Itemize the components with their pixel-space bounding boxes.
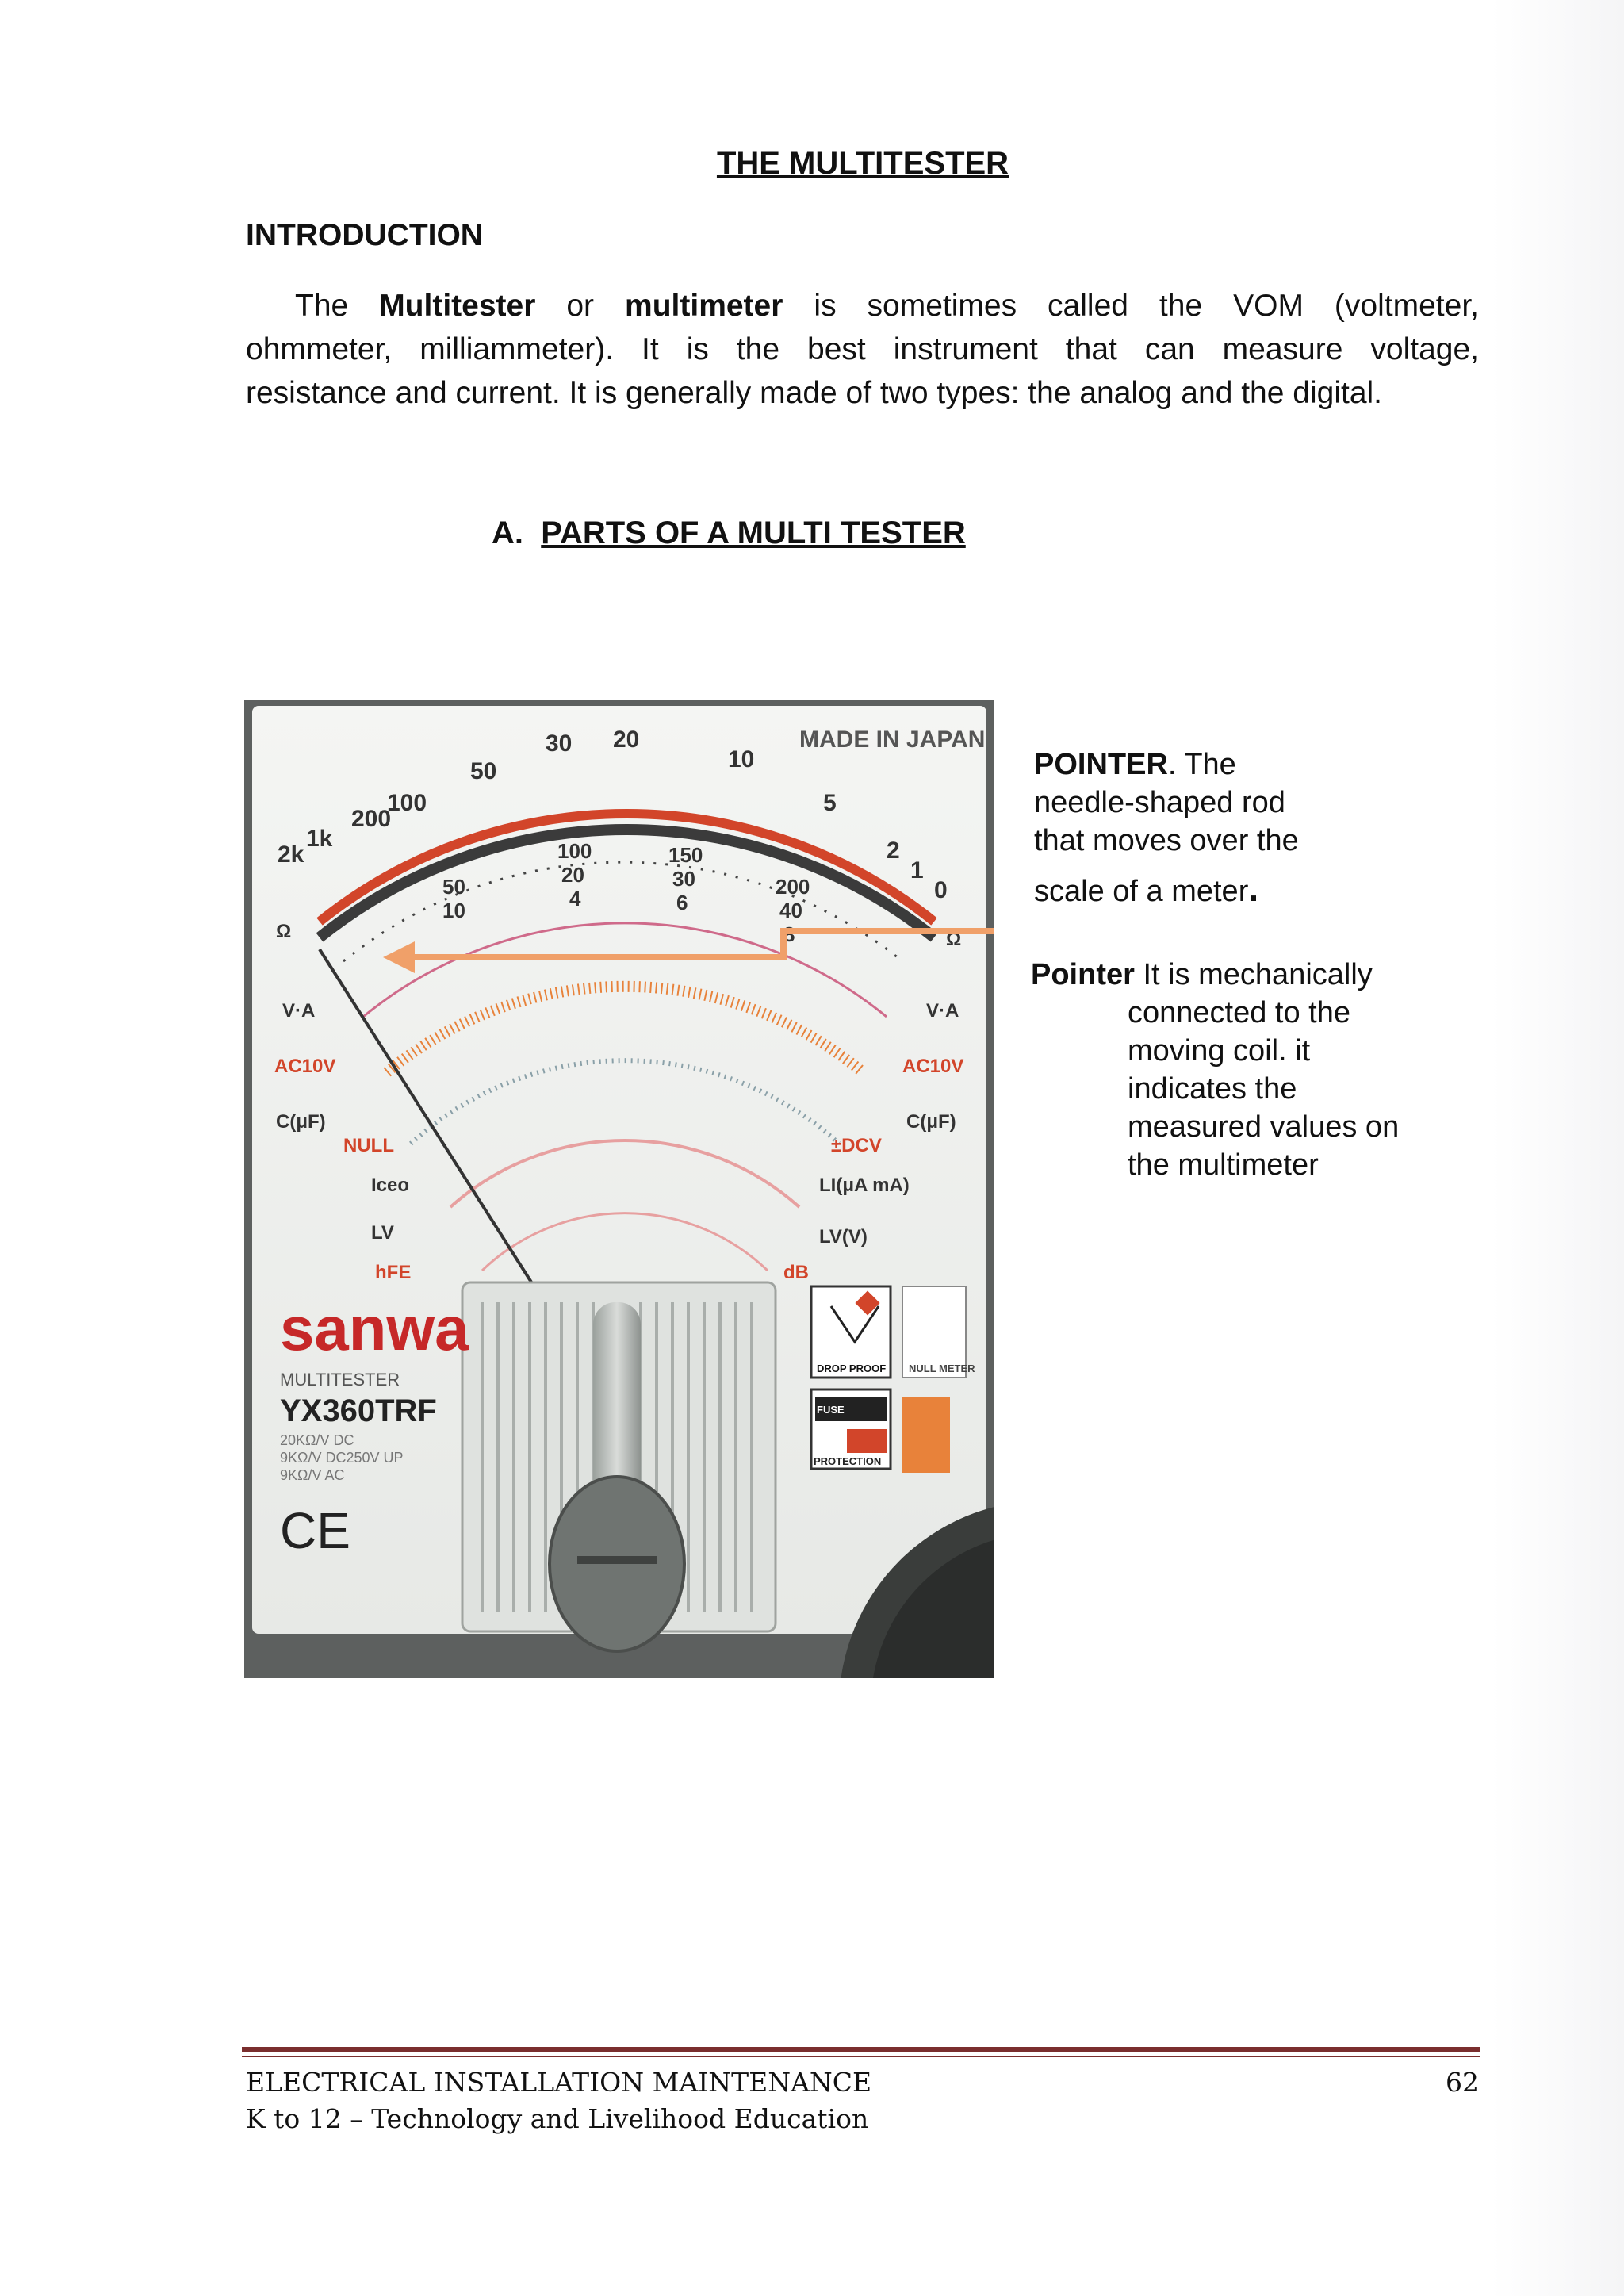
scale-num: 150: [668, 843, 703, 867]
scale-num: 40: [779, 899, 802, 922]
desc-line-6: the multimeter: [1128, 1148, 1319, 1182]
scale-num: 8: [783, 922, 795, 946]
desc-line-1: [1031, 958, 1373, 991]
scale-num: 20: [613, 726, 640, 753]
side-label: Ω: [276, 921, 292, 942]
section-heading: [492, 516, 966, 551]
spec-label: 9KΩ/V DC250V UP: [280, 1450, 404, 1466]
side-label: C(μF): [276, 1111, 326, 1133]
ce-mark: CE: [280, 1502, 350, 1559]
scale-num: 10: [728, 746, 755, 772]
para-line-1: [246, 284, 1479, 328]
side-label: V·A: [282, 1000, 316, 1022]
brand-logo: sanwa: [280, 1294, 469, 1363]
footer-program: K to 12 – Technology and Livelihood Education: [246, 2103, 869, 2134]
scale-num: 1k: [306, 826, 333, 852]
scale-num: 2: [887, 838, 900, 864]
spec-label: 9KΩ/V AC: [280, 1467, 345, 1483]
side-label: AC10V: [902, 1056, 964, 1077]
scale-num: 2k: [278, 841, 304, 868]
desc-line-3: moving coil. it: [1128, 1034, 1311, 1068]
scale-num: 200: [351, 806, 392, 832]
scale-num: 6: [676, 891, 688, 914]
desc-text: It is mechanically: [1134, 958, 1373, 991]
intro-heading: INTRODUCTION: [246, 218, 483, 252]
scale-num: 4: [569, 887, 581, 910]
section-title: PARTS OF A MULTI TESTER: [541, 516, 966, 550]
para-text: is sometimes called the VOM (voltmeter,: [783, 289, 1479, 323]
multitester-photo: [244, 700, 994, 1678]
term-multimeter: multimeter: [625, 289, 783, 323]
term-pointer-2: Pointer: [1031, 958, 1135, 991]
made-in-label: MADE IN JAPAN: [799, 726, 986, 753]
page-title: THE MULTITESTER: [716, 146, 1009, 181]
side-label: dB: [783, 1262, 809, 1283]
side-label: Ω: [946, 929, 962, 950]
def-text: . The: [1167, 748, 1236, 781]
spec-label: 20KΩ/V DC: [280, 1432, 354, 1448]
def-line-2: needle-shaped rod: [1034, 786, 1285, 819]
badge-label: PROTECTION: [814, 1455, 882, 1467]
scale-num: 5: [823, 790, 837, 816]
footer-rule: [242, 2047, 1480, 2052]
scale-num: 20: [561, 863, 584, 887]
side-label: NULL: [343, 1135, 394, 1156]
desc-line-5: measured values on: [1128, 1110, 1400, 1144]
para-line-3: resistance and current. It is generally made of two types: the analog and the digital.: [246, 376, 1383, 410]
para-text: or: [535, 289, 626, 323]
badge-label: DROP PROOF: [817, 1363, 887, 1374]
para-line-2: ohmmeter, milliammeter). It is the best instrument that can measure voltage,: [246, 332, 1479, 366]
scale-num: 30: [546, 730, 573, 757]
scale-num: 50: [470, 758, 497, 784]
term-pointer: POINTER: [1034, 748, 1168, 781]
badge-label: FUSE: [817, 1404, 845, 1416]
footer-rule-thin: [242, 2056, 1480, 2057]
side-label: C(μF): [906, 1111, 956, 1133]
side-label: hFE: [375, 1262, 412, 1283]
para-text: The: [295, 289, 380, 323]
side-label: AC10V: [274, 1056, 336, 1077]
pointer-definition: [1034, 746, 1446, 910]
scale-num: 10: [442, 899, 465, 922]
term-multitester: Multitester: [379, 289, 536, 323]
scale-num: 200: [776, 875, 810, 899]
page-number: 62: [1446, 2067, 1479, 2098]
side-label: Iceo: [371, 1175, 410, 1196]
side-label: ±DCV: [831, 1135, 882, 1156]
badge-label: NULL METER: [909, 1363, 975, 1374]
pointer-description: [1031, 956, 1459, 1184]
page-footer: [246, 2064, 1479, 2137]
scale-num: 100: [387, 790, 427, 816]
desc-line-4: indicates the: [1128, 1072, 1297, 1106]
model-number: YX360TRF: [280, 1393, 437, 1428]
def-period: .: [1248, 868, 1259, 909]
scale-num: 0: [934, 877, 948, 903]
orange-badge: [902, 1397, 950, 1473]
page-edge-shadow: [1491, 0, 1624, 2296]
scale-num: 50: [442, 875, 465, 899]
scale-num: 1: [910, 857, 924, 884]
side-label: LV: [371, 1222, 394, 1244]
model-type-label: MULTITESTER: [280, 1370, 400, 1389]
def-line-3: that moves over the: [1034, 824, 1299, 857]
multitester-illustration: [244, 700, 994, 1678]
def-line-4: [1034, 869, 1446, 910]
section-letter: A.: [492, 516, 523, 550]
side-label: LV(V): [819, 1226, 868, 1248]
intro-paragraph: [246, 284, 1479, 415]
footer-course: ELECTRICAL INSTALLATION MAINTENANCE: [246, 2067, 872, 2098]
side-label: LI(μA mA): [819, 1175, 910, 1196]
scale-num: 100: [557, 839, 592, 863]
def-line-1: [1034, 746, 1446, 784]
def-text: scale of a meter: [1034, 875, 1249, 908]
scale-num: 30: [672, 867, 695, 891]
side-label: V·A: [926, 1000, 959, 1022]
desc-line-2: connected to the: [1128, 996, 1350, 1029]
